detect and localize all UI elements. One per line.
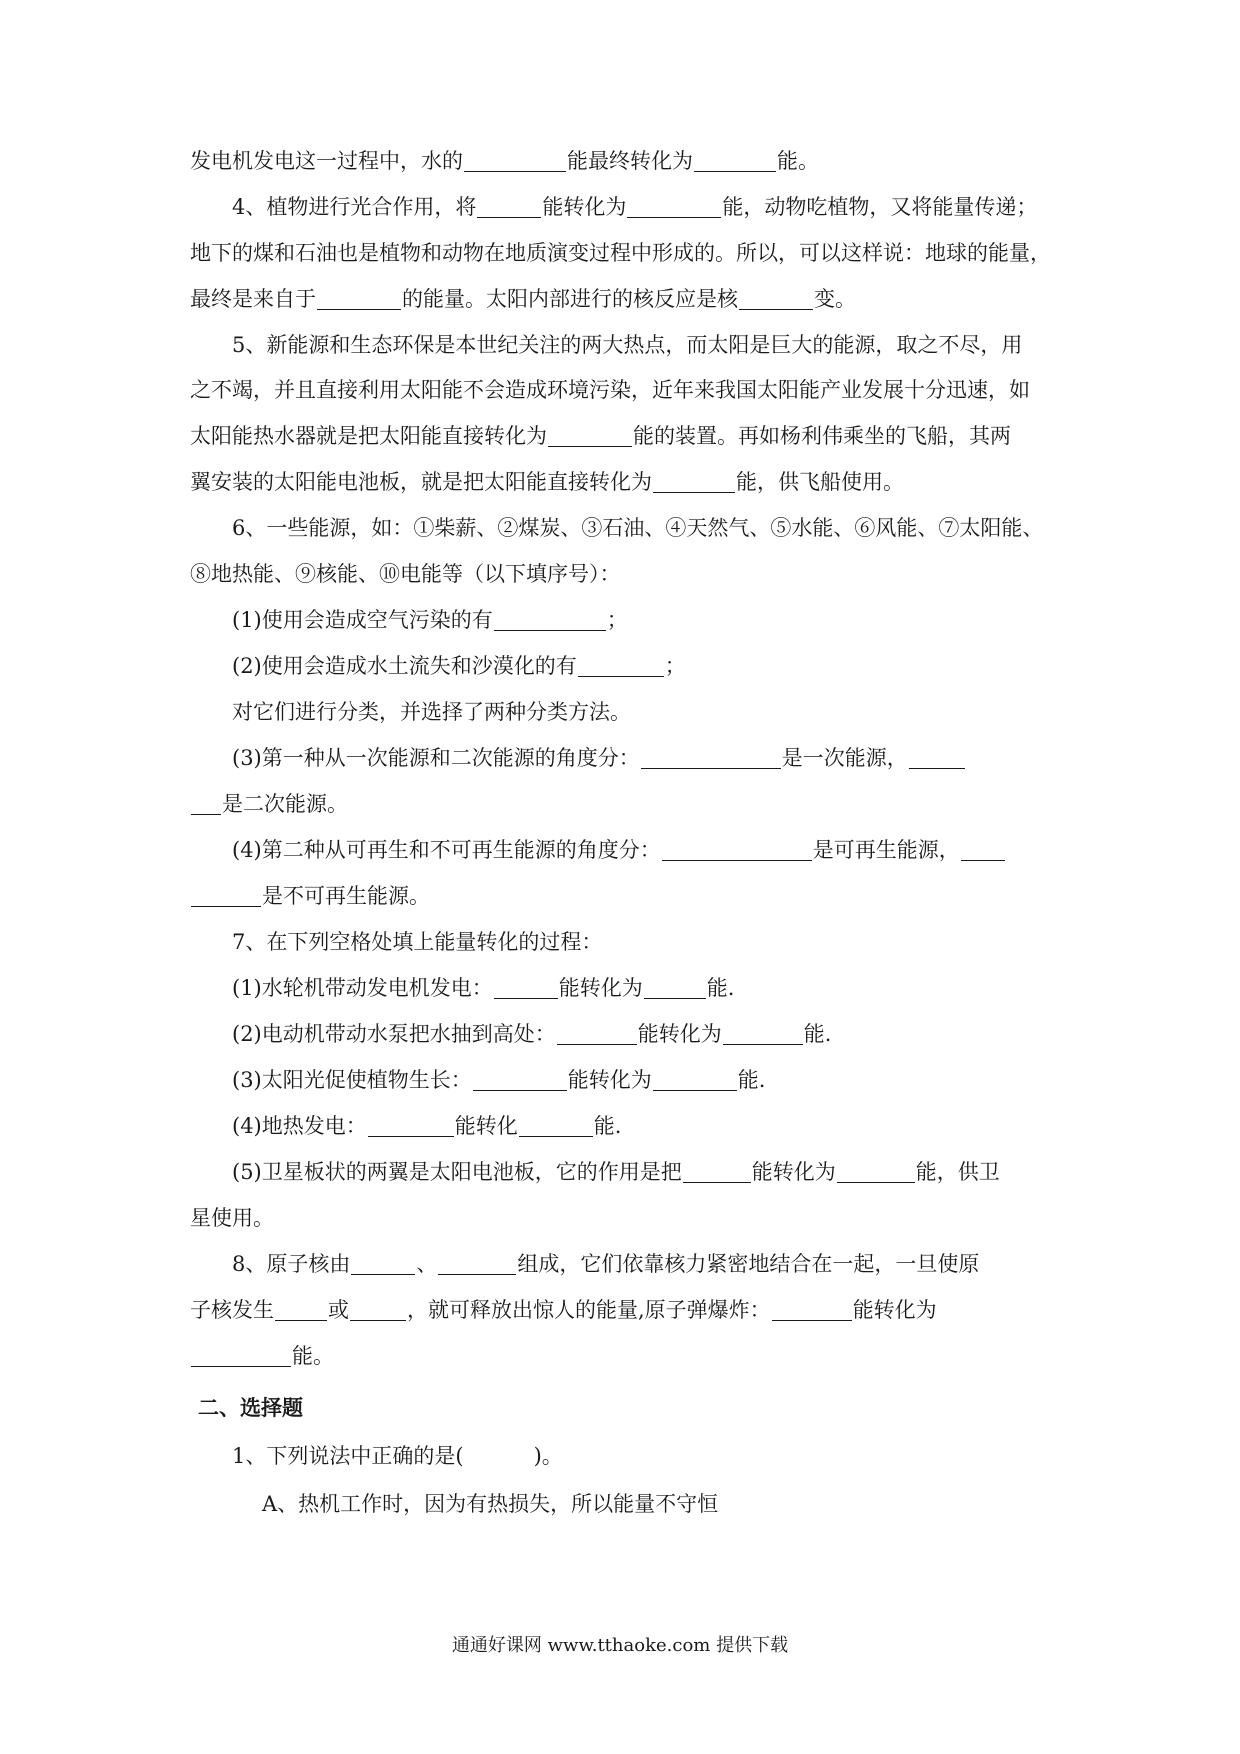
fill-blank[interactable]	[438, 1252, 516, 1275]
fill-blank[interactable]	[557, 1022, 637, 1045]
fill-blank[interactable]	[683, 1160, 751, 1183]
fill-blank[interactable]	[494, 976, 558, 999]
fill-blank[interactable]	[548, 424, 632, 447]
fill-blank[interactable]	[909, 746, 965, 769]
fill-blank[interactable]	[578, 654, 664, 677]
text-line: 之不竭，并且直接利用太阳能不会造成环境污染，近年来我国太阳能产业发展十分迅速，如	[190, 378, 1030, 402]
fill-blank[interactable]	[627, 195, 721, 218]
fill-blank[interactable]	[494, 608, 606, 631]
subquestion: (3)太阳光促使植物生长： 能转化为 能.	[232, 1068, 766, 1092]
text-line: 能。	[190, 1341, 1060, 1371]
text-line: 最终是来自于 的能量。太阳内部进行的核反应是核 变。	[190, 287, 856, 311]
fill-blank[interactable]	[653, 470, 735, 493]
fill-blank[interactable]	[772, 1298, 852, 1321]
fill-blank[interactable]	[191, 884, 261, 907]
text-line: ⑧地热能、⑨核能、⑩电能等（以下填序号）：	[190, 562, 621, 586]
fill-blank[interactable]	[519, 1114, 593, 1137]
text-line: 星使用。	[190, 1206, 274, 1230]
fill-blank[interactable]	[837, 1160, 915, 1183]
subquestion: (3)第一种从一次能源和二次能源的角度分： 是一次能源，	[232, 743, 1102, 773]
text-line: 发电机发电这一过程中，水的 能最终转化为 能。	[190, 149, 819, 173]
text-line: 是不可再生能源。	[190, 881, 1060, 911]
text-line: 翼安装的太阳能电池板，就是把太阳能直接转化为 能，供飞船使用。	[190, 470, 904, 494]
question-8: 8、原子核由 、 组成，它们依靠核力紧密地结合在一起，一旦使原	[232, 1252, 980, 1276]
choice-question-1: 1、下列说法中正确的是( )。	[232, 1444, 563, 1468]
fill-blank[interactable]	[317, 287, 401, 310]
page-footer: 通通好课网 www.tthaoke.com 提供下载	[451, 1635, 789, 1656]
fill-blank[interactable]	[653, 1068, 737, 1091]
fill-blank[interactable]	[723, 1022, 803, 1045]
question-6: 6、一些能源，如：①柴薪、②煤炭、③石油、④天然气、⑤水能、⑥风能、⑦太阳能、	[232, 516, 1044, 540]
subquestion: (2)使用会造成水土流失和沙漠化的有 ；	[232, 654, 686, 678]
fill-blank[interactable]	[477, 195, 541, 218]
text-line: 地下的煤和石油也是植物和动物在地质演变过程中形成的。所以，可以这样说：地球的能量，	[190, 241, 1051, 265]
subquestion: (2)电动机带动水泵把水抽到高处： 能转化为 能.	[232, 1022, 832, 1046]
text-line: 太阳能热水器就是把太阳能直接转化为 能的装置。再如杨利伟乘坐的飞船，其两	[190, 424, 1011, 448]
fill-blank[interactable]	[191, 1344, 291, 1367]
subquestion: (1)水轮机带动发电机发电： 能转化为 能.	[232, 976, 735, 1000]
fill-blank[interactable]	[275, 1298, 327, 1321]
fill-blank[interactable]	[473, 1068, 567, 1091]
fill-blank[interactable]	[644, 976, 706, 999]
fill-blank[interactable]	[961, 838, 1005, 861]
fill-blank[interactable]	[464, 149, 566, 172]
fill-blank[interactable]	[350, 1298, 406, 1321]
fill-blank[interactable]	[641, 746, 781, 769]
text-line: 子核发生 或 ，就可释放出惊人的能量,原子弹爆炸： 能转化为	[190, 1298, 937, 1322]
subquestion: (4)地热发电： 能转化 能.	[232, 1114, 622, 1138]
text-line: 对它们进行分类，并选择了两种分类方法。	[232, 700, 631, 724]
fill-blank[interactable]	[662, 838, 812, 861]
option-a: A、热机工作时，因为有热损失，所以能量不守恒	[262, 1492, 719, 1516]
fill-blank[interactable]	[191, 792, 221, 815]
subquestion: (5)卫星板状的两翼是太阳电池板，它的作用是把 能转化为 能，供卫	[232, 1160, 1000, 1184]
fill-blank[interactable]	[694, 149, 776, 172]
question-5: 5、新能源和生态环保是本世纪关注的两大热点，而太阳是巨大的能源，取之不尽，用	[232, 333, 1023, 357]
fill-blank[interactable]	[368, 1114, 454, 1137]
subquestion: (1)使用会造成空气污染的有 ；	[232, 608, 628, 632]
section-heading: 二、选择题	[198, 1395, 303, 1420]
fill-blank[interactable]	[739, 287, 813, 310]
question-7: 7、在下列空格处填上能量转化的过程：	[232, 930, 603, 954]
fill-blank[interactable]	[351, 1252, 415, 1275]
text-line: 是二次能源。	[190, 789, 1060, 819]
question-4: 4、植物进行光合作用，将 能转化为 能，动物吃植物，又将能量传递；	[232, 195, 1038, 219]
subquestion: (4)第二种从可再生和不可再生能源的角度分： 是可再生能源，	[232, 835, 1102, 865]
